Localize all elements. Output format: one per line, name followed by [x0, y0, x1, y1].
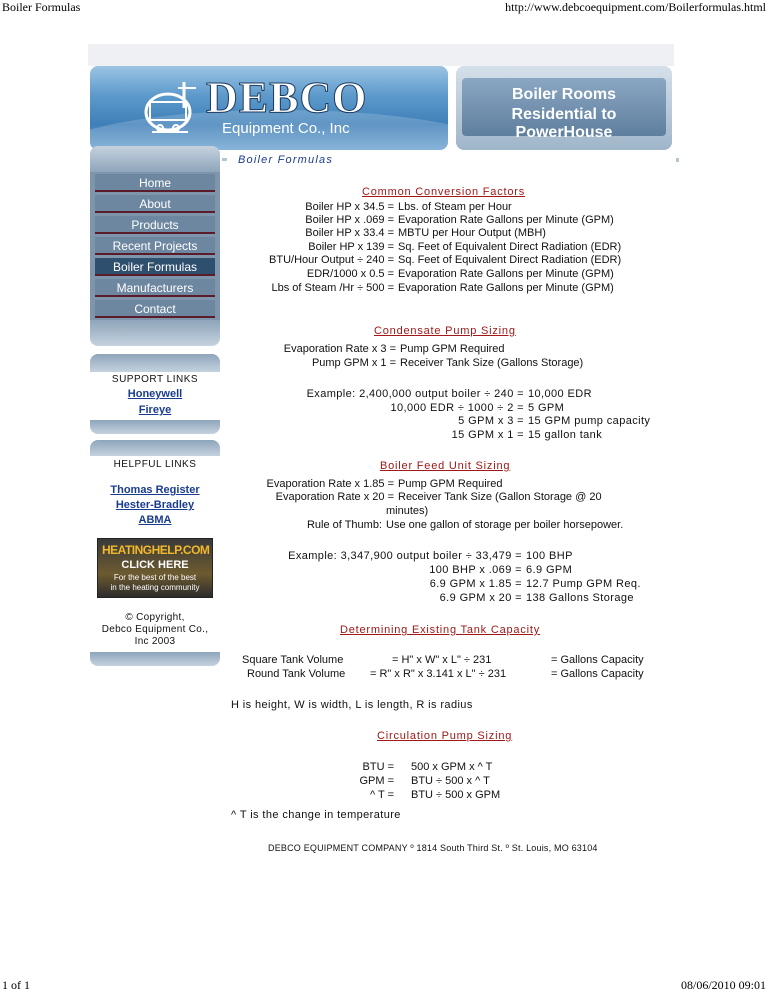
- conversion-right: Evaporation Rate Gallons per Minute (GPM): [398, 282, 614, 294]
- support-links-header-bar: [90, 354, 220, 372]
- condensate-example-right: 15 gallon tank: [528, 429, 603, 441]
- section-title-condensate: Condensate Pump Sizing: [374, 325, 516, 337]
- sidebar-menu: [90, 172, 220, 320]
- sidebar-copyright: [90, 612, 220, 648]
- condensate-example-right: 5 GPM: [528, 402, 565, 414]
- ad-tagline-line-1: For the best of the best: [113, 573, 197, 582]
- circulation-note: ^ T is the change in temperature: [231, 809, 401, 821]
- feed-example-right: 138 Gallons Storage: [526, 592, 634, 604]
- company-footer: DEBCO EQUIPMENT COMPANY º 1814 South Third St. º St. Louis, MO 63104: [268, 843, 598, 853]
- nav-manufacturers[interactable]: Manufacturers: [95, 279, 215, 297]
- circulation-left: ^ T =: [369, 789, 394, 801]
- nav-recent-projects[interactable]: Recent Projects: [95, 237, 215, 255]
- tank-formula: = R" x R" x 3.141 x L" ÷ 231: [370, 668, 507, 680]
- feed-example-left: 6.9 GPM x 20 =: [439, 592, 522, 604]
- condensate-example-right: 15 GPM pump capacity: [528, 415, 651, 427]
- nav-contact[interactable]: Contact: [95, 300, 215, 318]
- conversion-left: Boiler HP x 34.5 =: [305, 201, 394, 213]
- tank-right: = Gallons Capacity: [551, 668, 644, 680]
- copyright-line-2: Debco Equipment Co.,: [101, 624, 209, 635]
- ad-tagline: [98, 573, 212, 593]
- page-top-strip: [88, 44, 674, 66]
- print-header-title: Boiler Formulas: [2, 0, 81, 14]
- nav-home[interactable]: Home: [95, 174, 215, 192]
- circulation-right: BTU ÷ 500 x ^ T: [411, 775, 490, 787]
- brand-name: DEBCO: [206, 73, 368, 122]
- feed-left: Evaporation Rate x 1.85 =: [266, 478, 394, 490]
- sidebar-top-tab: [90, 146, 220, 172]
- title-bar-right-dot: [676, 158, 679, 162]
- circulation-left: BTU =: [362, 761, 394, 773]
- feed-left: Evaporation Rate x 20 =: [275, 491, 394, 503]
- helpful-links-heading: HELPFUL LINKS: [113, 459, 197, 470]
- nav-boiler-formulas[interactable]: Boiler Formulas: [95, 258, 215, 276]
- tank-note: H is height, W is width, L is length, R is radius: [231, 699, 473, 711]
- ad-click-here: CLICK HERE: [121, 559, 189, 571]
- conversion-left: Boiler HP x 139 =: [308, 241, 394, 253]
- feed-example-left: 6.9 GPM x 1.85 =: [429, 578, 522, 590]
- feed-example-right: 100 BHP: [526, 550, 573, 562]
- copyright-line-1: © Copyright,: [125, 612, 185, 623]
- feed-example-right: 6.9 GPM: [526, 564, 573, 576]
- support-links-footer-bar: [90, 420, 220, 434]
- tank-formula: = H" x W" x L" ÷ 231: [392, 654, 492, 666]
- tank-right: = Gallons Capacity: [551, 654, 644, 666]
- section-title-tank: Determining Existing Tank Capacity: [340, 624, 541, 636]
- tagline-banner: [456, 66, 672, 150]
- conversion-left: Lbs of Steam /Hr ÷ 500 =: [271, 282, 394, 294]
- boiler-tank-icon: [140, 78, 206, 136]
- feed-example-left: Example: 3,347,900 output boiler ÷ 33,479 =: [288, 550, 522, 562]
- support-links-heading: SUPPORT LINKS: [111, 374, 199, 385]
- section-title-feed: Boiler Feed Unit Sizing: [380, 460, 511, 472]
- tank-left: Square Tank Volume: [242, 654, 344, 666]
- print-footer-page: 1 of 1: [2, 978, 30, 992]
- condensate-left: Evaporation Rate x 3 =: [283, 343, 396, 355]
- nav-about[interactable]: About: [95, 195, 215, 213]
- conversion-right: Sq. Feet of Equivalent Direct Radiation (EDR): [398, 241, 622, 253]
- ad-tagline-line-2: in the heating community: [110, 583, 200, 592]
- feed-right: Pump GPM Required: [398, 478, 503, 490]
- circulation-left: GPM =: [359, 775, 394, 787]
- condensate-example-left: 10,000 EDR ÷ 1000 ÷ 2 =: [390, 402, 524, 414]
- conversion-left: Boiler HP x 33.4 =: [305, 227, 394, 239]
- feed-right: Use one gallon of storage per boiler horsepower.: [386, 519, 624, 531]
- tagline-line-1: Boiler Rooms: [511, 86, 616, 103]
- condensate-right: Pump GPM Required: [400, 343, 505, 355]
- page-title: Boiler Formulas: [238, 154, 334, 166]
- conversion-right: Sq. Feet of Equivalent Direct Radiation (EDR): [398, 254, 622, 266]
- conversion-right: Evaporation Rate Gallons per Minute (GPM): [398, 214, 614, 226]
- feed-example-left: 100 BHP x .069 =: [429, 564, 522, 576]
- tank-left: Round Tank Volume: [247, 668, 346, 680]
- circulation-right: BTU ÷ 500 x GPM: [411, 789, 501, 801]
- feed-right: Receiver Tank Size (Gallon Storage @ 20: [398, 491, 602, 503]
- circulation-right: 500 x GPM x ^ T: [411, 761, 493, 773]
- ad-logo-text: HEATINGHELP.COM: [102, 543, 210, 557]
- feed-right: minutes): [386, 505, 429, 517]
- tagline-panel: [462, 78, 666, 141]
- condensate-example-left: 15 GPM x 1 =: [451, 429, 524, 441]
- helpful-links-header-bar: [90, 440, 220, 456]
- link-honeywell[interactable]: Honeywell: [127, 388, 183, 400]
- conversion-left: Boiler HP x .069 =: [305, 214, 394, 226]
- condensate-left: Pump GPM x 1 =: [311, 357, 396, 369]
- brand-subtitle: Equipment Co., Inc: [222, 120, 350, 137]
- sidebar-bottom-bar: [90, 652, 220, 666]
- nav-products[interactable]: Products: [95, 216, 215, 234]
- feed-left: Rule of Thumb:: [306, 519, 382, 531]
- conversion-left: BTU/Hour Output ÷ 240 =: [269, 254, 394, 266]
- condensate-example-left: 5 GPM x 3 =: [458, 415, 524, 427]
- sidebar-menu-bottom: [90, 320, 220, 346]
- link-abma[interactable]: ABMA: [138, 514, 172, 526]
- print-footer-datetime: 08/06/2010 09:01: [680, 978, 766, 992]
- condensate-example-right: 10,000 EDR: [528, 388, 592, 400]
- condensate-example-left: Example: 2,400,000 output boiler ÷ 240 =: [306, 388, 524, 400]
- print-header-url: http://www.debcoequipment.com/Boilerformulas.html: [505, 0, 766, 14]
- debco-logo-banner[interactable]: [90, 66, 448, 150]
- link-thomas-register[interactable]: Thomas Register: [110, 484, 200, 496]
- tagline-line-2: Residential to PowerHouse: [511, 106, 617, 141]
- copyright-line-3: Inc 2003: [134, 636, 176, 647]
- link-hester-bradley[interactable]: Hester-Bradley: [115, 499, 195, 511]
- condensate-right: Receiver Tank Size (Gallons Storage): [400, 357, 584, 369]
- conversion-right: Evaporation Rate Gallons per Minute (GPM): [398, 268, 614, 280]
- conversion-left: EDR/1000 x 0.5 =: [306, 268, 394, 280]
- section-title-conversion: Common Conversion Factors: [362, 186, 526, 198]
- feed-example-right: 12.7 Pump GPM Req.: [526, 578, 641, 590]
- section-title-circulation: Circulation Pump Sizing: [377, 730, 513, 742]
- conversion-right: Lbs. of Steam per Hour: [398, 201, 512, 213]
- conversion-right: MBTU per Hour Output (MBH): [398, 227, 546, 239]
- title-bar-left-dot: [222, 158, 227, 161]
- link-fireye[interactable]: Fireye: [138, 404, 172, 416]
- heatinghelp-ad-banner[interactable]: [97, 538, 213, 598]
